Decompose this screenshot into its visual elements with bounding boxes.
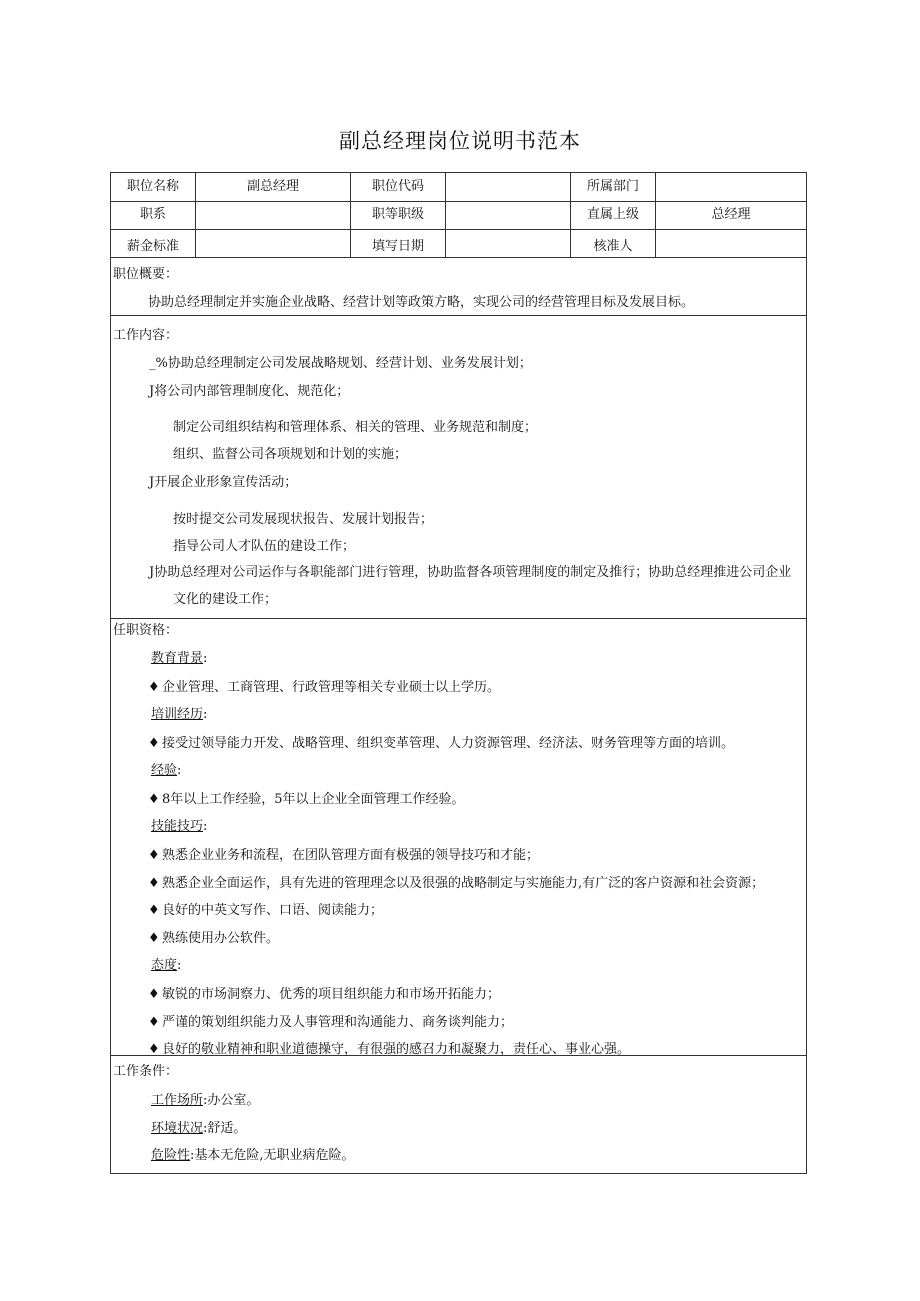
value-cell	[656, 229, 806, 257]
section-title: 工作内容：	[113, 328, 179, 343]
label-cell: 职位代码	[351, 173, 446, 201]
header-row	[111, 229, 806, 258]
attitude-item: ♦ 良好的敬业精神和职业道德操守，有很强的感召力和凝聚力，责任心、事业心强。	[148, 1042, 631, 1057]
training-item: ♦ 接受过领导能力开发、战略管理、组织变革管理、人力资源管理、经济法、财务管理等方面的培训。	[148, 736, 735, 751]
duties-section	[111, 316, 806, 619]
training-heading: 培训经历:	[151, 707, 208, 722]
skills-heading: 技能技巧:	[151, 819, 208, 834]
work-risk: 危险性:基本无危险,无职业病危险。	[151, 1148, 355, 1163]
skill-item: ♦ 熟悉企业业务和流程，在团队管理方面有极强的领导技巧和才能；	[148, 848, 540, 863]
duty-subitem: 组织、监督公司各项规划和计划的实施；	[173, 447, 408, 462]
experience-heading: 经验:	[151, 763, 182, 778]
section-title: 工作条件：	[113, 1064, 179, 1079]
value-cell	[196, 229, 351, 257]
overview-text: 协助总经理制定并实施企业战略、经营计划等政策方略，实现公司的经营管理目标及发展目标。	[148, 295, 695, 310]
section-title: 职位概要：	[113, 267, 179, 282]
duty-item: _%协助总经理制定公司发展战略规划、经营计划、业务发展计划；	[149, 356, 532, 371]
value-cell	[446, 229, 571, 257]
attitude-heading: 态度:	[151, 958, 182, 973]
duty-subitem: 按时提交公司发展现状报告、发展计划报告；	[173, 512, 434, 527]
label-cell: 核准人	[571, 229, 656, 257]
duty-item: J开展企业形象宣传活动；	[149, 475, 298, 490]
label-cell: 直属上级	[571, 201, 656, 229]
work-environment: 环境状况:舒适。	[151, 1121, 247, 1136]
value-cell: 副总经理	[196, 173, 351, 201]
value-cell	[446, 201, 571, 229]
label-cell: 薪金标准	[111, 229, 196, 257]
experience-item: ♦ 8年以上工作经验，5年以上企业全面管理工作经验。	[148, 792, 465, 807]
conditions-section	[111, 1056, 806, 1173]
duty-subitem: 制定公司组织结构和管理体系、相关的管理、业务规范和制度；	[173, 420, 538, 435]
value-cell	[446, 173, 571, 201]
label-cell: 职系	[111, 201, 196, 229]
duty-item: J将公司内部管理制度化、规范化；	[149, 384, 350, 399]
value-cell	[656, 173, 806, 201]
label-cell: 职位名称	[111, 173, 196, 201]
header-row	[111, 201, 806, 230]
value-cell: 总经理	[711, 207, 751, 222]
qualifications-section	[111, 619, 806, 1056]
education-heading: 教育背景:	[151, 651, 208, 666]
skill-item: ♦ 良好的中英文写作、口语、阅读能力；	[148, 903, 384, 918]
education-item: ♦ 企业管理、工商管理、行政管理等相关专业硕士以上学历。	[148, 680, 501, 695]
value-cell	[196, 201, 351, 229]
label-cell: 职等职级	[351, 201, 446, 229]
page-title: 副总经理岗位说明书范本	[339, 129, 581, 153]
skill-item: ♦ 熟悉企业全面运作，具有先进的管理理念以及很强的战略制定与实施能力,有广泛的客户资源和社会资源；	[148, 876, 765, 891]
attitude-item: ♦ 严谨的策划组织能力及人事管理和沟通能力、商务谈判能力；	[148, 1015, 514, 1030]
overview-section	[111, 257, 806, 316]
job-description-table	[110, 172, 807, 1174]
label-cell: 填写日期	[351, 229, 446, 257]
label-cell: 所属部门	[571, 173, 656, 201]
duty-item-continuation: 文化的建设工作；	[173, 592, 278, 607]
duty-item: J协助总经理对公司运作与各职能部门进行管理，协助监督各项管理制度的制定及推行；协助总经理推进公司企业	[149, 565, 792, 580]
work-place: 工作场所:办公室。	[151, 1093, 260, 1108]
header-row	[111, 173, 806, 202]
skill-item: ♦ 熟练使用办公软件。	[148, 931, 280, 946]
attitude-item: ♦ 敏锐的市场洞察力、优秀的项目组织能力和市场开拓能力；	[148, 987, 501, 1002]
section-title: 任职资格：	[113, 623, 179, 638]
duty-subitem: 指导公司人才队伍的建设工作；	[173, 539, 356, 554]
